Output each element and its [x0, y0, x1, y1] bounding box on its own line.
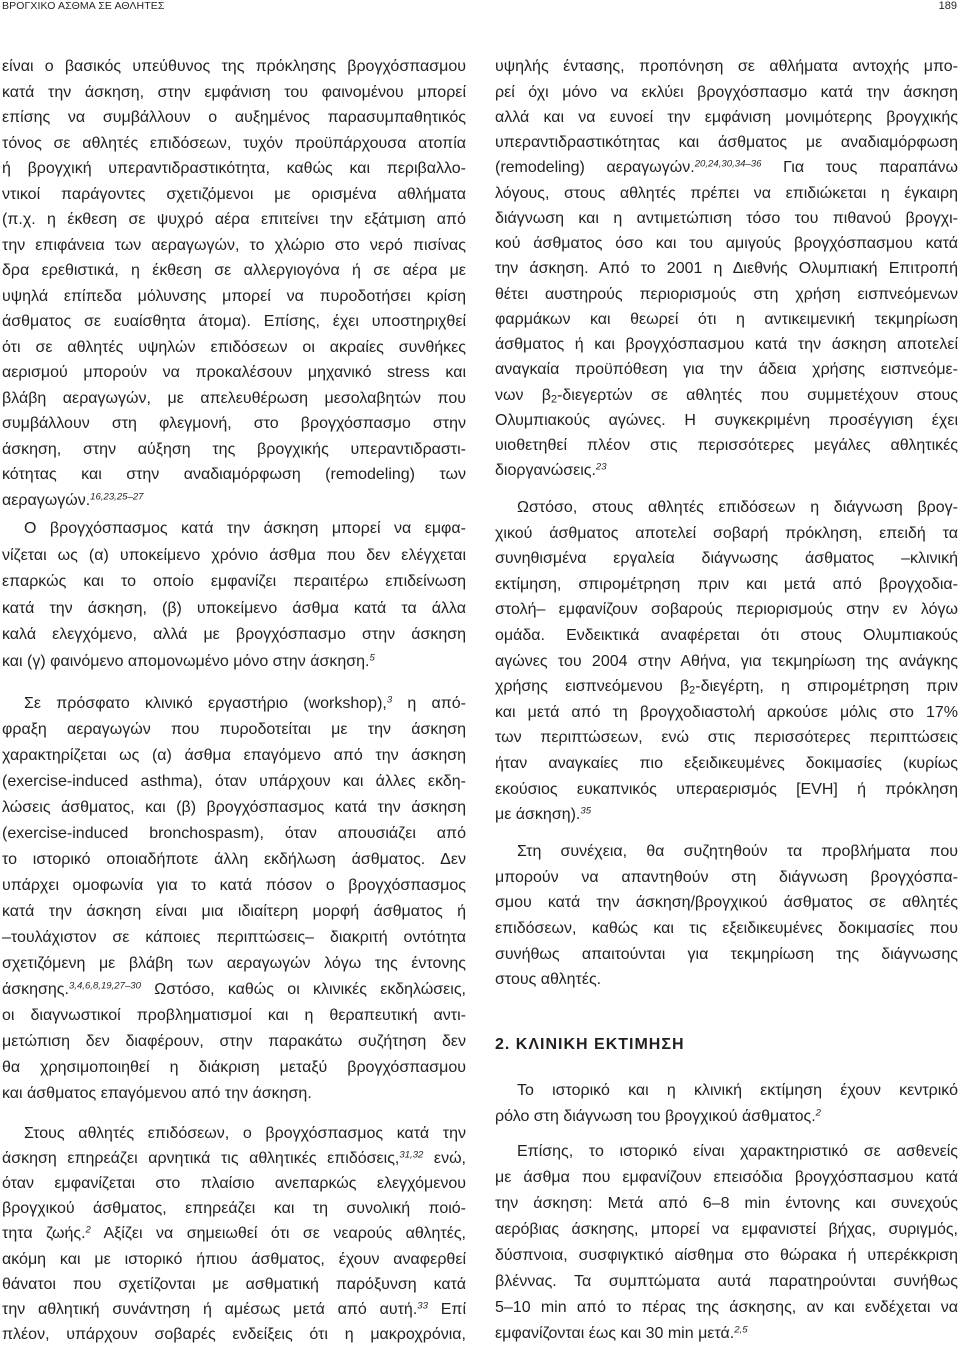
line-text: άσθματος ή και βρογχόσπασμου κατά την άσκηση αποτελεί — [495, 336, 958, 354]
text-line — [495, 1139, 958, 1165]
running-head: ΒΡΟΓΧΙΚΟ ΑΣΘΜΑ ΣΕ ΑΘΛΗΤΕΣ — [2, 0, 165, 12]
text-line — [495, 256, 958, 281]
text-line — [2, 1297, 466, 1322]
text-line — [495, 725, 958, 751]
line-text: ή βρογχική υπεραντιδραστικότητα, καθώς και περιβαλλο- — [2, 160, 466, 177]
text-line — [2, 335, 466, 361]
citation-superscript: 5 — [369, 651, 375, 663]
text-line — [2, 691, 466, 717]
line-text: υιοθετηθεί πλέον στις περισσότερες μεγάλες αθλητικές — [495, 437, 958, 455]
line-text: η από- — [392, 695, 467, 712]
line-text: την επιφάνεια των αεραγωγών, το χλώριο στο νερό πισίνας — [2, 236, 466, 254]
line-text: υψηλής έντασης, προπόνηση σε αθλήματα αντοχής μπο- — [495, 58, 958, 76]
text-line — [2, 649, 466, 676]
line-text: Ωστόσο, καθώς οι κλινικές εκδηλώσεις, — [140, 981, 466, 998]
line-text: Σε πρόσφατο κλινικό εργαστήριο (workshop), — [24, 695, 387, 712]
line-text: βλέννας. Τα συμπτώματα αυτά παρατηρούνται συνήθως — [495, 1273, 958, 1290]
line-text: άσθματος σε ευαίσθητα άτομα). Επίσης, έχει υποστηριχθεί — [2, 313, 466, 330]
text-line — [2, 769, 466, 795]
line-text: μετώπιση δεν διαφέρουν, στην παρακάτω συζήτηση δεν — [2, 1033, 466, 1050]
line-text: υψηλά επίπεδα μόλυνσης μπορεί να πυροδοτήσει κρίση — [2, 287, 466, 305]
line-text: χαρακτηρίζεται ως (α) άσθμα επαγόμενο από την άσκηση — [2, 747, 466, 764]
text-line — [2, 360, 466, 386]
line-text: ενώ, — [423, 1149, 467, 1167]
line-text: είναι ο βασικός υπεύθυνος της πρόκλησης βρογχόσπασμου — [2, 58, 466, 75]
text-line — [495, 839, 958, 865]
text-line — [2, 717, 466, 743]
line-text: και μετά από τη βρογχοδιαστολή αρκούσε μόλις στο 17% — [495, 703, 958, 721]
line-text: ντικοί παράγοντες σχετιζόμενοι με ορισμένα αθλήματα — [2, 185, 466, 203]
text-line — [495, 282, 958, 307]
text-line — [2, 258, 466, 284]
line-text: αναγκαία προϋπόθεση για την άδεια χρήσης εισπνεόμε- — [495, 361, 958, 379]
subscript: 2 — [551, 393, 558, 406]
line-text: βρογχικού άσθματος, επηρεάζει και τη συνολική ποιό- — [2, 1200, 466, 1218]
citation-superscript: 20,24,30,34–36 — [694, 158, 762, 170]
paragraph — [495, 1078, 958, 1130]
text-line — [495, 1217, 958, 1243]
line-text: όταν εμφανίζεται στο πλαίσιο ανεπαρκώς ελεγχόμενου — [2, 1174, 466, 1192]
line-text: πλέον, υπάρχουν σοβαρές ενδείξεις ότι η μακροχρόνια, — [2, 1326, 466, 1344]
line-text: συμβάλλουν στη φλεγμονή, στο βρογχόσπασμο στην — [2, 415, 466, 432]
line-text: καλά ελεγχόμενο, αλλά με βρογχόσπασμο στην άσκηση — [2, 626, 466, 643]
text-line — [495, 105, 958, 130]
text-line — [2, 596, 466, 623]
citation-superscript: 2,5 — [734, 1324, 748, 1336]
text-line — [495, 521, 958, 547]
line-text: -διεγέρτη, η σπιρομέτρηση πριν — [695, 678, 959, 696]
line-text: συνηθισμένα εργαλεία διάγνωσης άσθματος –κλινική — [495, 550, 958, 568]
text-line — [495, 572, 958, 598]
line-text: Στους αθλητές επιδόσεων, ο βρογχόσπασμος κατά την — [24, 1124, 466, 1142]
text-line — [495, 458, 958, 483]
text-line — [2, 743, 466, 769]
line-text: αερόβιας άσκησης, μπορεί να εμφανιστεί βήχας, συριγμός, — [495, 1221, 958, 1238]
text-line — [2, 156, 466, 182]
line-text: Αξίζει να σημειωθεί ότι σε νεαρούς αθλητές, — [90, 1225, 467, 1243]
text-line — [495, 357, 958, 382]
text-line — [2, 1171, 466, 1196]
text-line — [2, 1221, 466, 1246]
citation-superscript: 2 — [815, 1107, 821, 1119]
line-text: την άσκηση. Από το 2001 η Διεθνής Ολυμπιακή Επιτροπή — [495, 260, 958, 278]
line-text: δύσπνοια, συσφιγκτικό αίσθημα στο θώρακα ή υπερέκκριση — [495, 1247, 958, 1264]
text-line — [495, 777, 958, 803]
text-line — [495, 700, 958, 726]
line-text: ήταν αναγκαίες πιο εξειδικευμένες δοκιμασίες (κυρίως — [495, 754, 958, 772]
text-line — [2, 80, 466, 106]
section-heading: 2. ΚΛΙΝΙΚΗ ΕΚΤΙΜΗΣΗ — [495, 1036, 685, 1053]
text-line — [2, 1196, 466, 1221]
line-text: ακόμη και με ιστορικό ήπιου άσθματος, έχουν αναφερθεί — [2, 1250, 466, 1268]
line-text: θέτει αυστηρούς περιορισμούς στη χρήση εισπνεόμενων — [495, 285, 958, 303]
citation-superscript: 16,23,25–27 — [90, 490, 144, 502]
paragraph — [495, 54, 958, 483]
text-line — [2, 386, 466, 412]
text-line — [495, 942, 958, 968]
line-text: συνήθως απαιτούνται για τεκμηρίωση της διάγνωσης — [495, 945, 958, 963]
line-text: κού άσθματος όσο και του αμιγούς βρογχόσπασμου κατά — [495, 235, 958, 253]
line-text: Ο βρογχόσπασμος κατά την άσκηση μπορεί να εμφα- — [24, 520, 466, 537]
citation-superscript: 33 — [417, 1300, 428, 1312]
text-line — [2, 233, 466, 259]
citation-superscript: 3,4,6,8,19,27–30 — [68, 980, 141, 992]
line-text: φαρμάκων και θεωρεί ότι η αντικειμενική τεκμηρίωση — [495, 310, 958, 328]
text-line — [2, 131, 466, 157]
line-text: θάνατοι που σχετίζονται με ασθματική παρόξυνση κατά — [2, 1275, 466, 1293]
line-text: εκτίμηση, σπιρομέτρηση πριν και μετά από βρογχοδια- — [495, 575, 958, 593]
text-line — [495, 890, 958, 916]
line-text: άσκησης. — [2, 981, 69, 998]
line-text: Το ιστορικό και η κλινική εκτίμηση έχουν κεντρικό — [517, 1082, 958, 1099]
text-line — [495, 1321, 958, 1347]
text-line — [495, 80, 958, 105]
text-line — [495, 865, 958, 891]
line-text: κατά την άσκηση είναι μια ιδιαίτερη μορφή άσθματος ή — [2, 903, 466, 920]
line-text: οι διαγνωστικοί προβληματισμοί και η θεραπευτική αντι- — [2, 1007, 466, 1024]
line-text: Ωστόσο, στους αθλητές επιδόσεων η διάγνωση βρογ- — [517, 499, 958, 516]
citation-superscript: 23 — [595, 461, 607, 473]
text-line — [2, 951, 466, 977]
text-line — [2, 284, 466, 310]
text-line — [495, 155, 958, 180]
line-text: των περιπτώσεων, ενώ στις περισσότερες περιπτώσεις — [495, 729, 958, 747]
line-text: ρόλο στη διάγνωση του βρογχικού άσθματος. — [495, 1108, 816, 1125]
line-text: λώσεις άσθματος, και (β) βρογχόσπασμος κατά την άσκηση — [2, 799, 466, 816]
text-line — [495, 433, 958, 458]
text-line — [495, 231, 958, 256]
text-line — [495, 383, 958, 408]
line-text: με άσθμα που εμφανίζουν επεισόδια βρογχόσπασμου κατά — [495, 1169, 958, 1186]
line-text: Επίσης, το ιστορικό είναι χαρακτηριστικό σε ασθενείς — [517, 1143, 958, 1160]
line-text: υπάρχει ομοφωνία για το κατά πόσον ο βρογχόσπασμος — [2, 877, 466, 894]
line-text: επαρκώς και το οποίο εμφανίζει περαιτέρω επιδείνωση — [2, 573, 466, 590]
text-line — [2, 309, 466, 335]
text-line — [495, 1104, 958, 1130]
citation-superscript: 35 — [580, 805, 592, 817]
line-text: Στη συνέχεια, θα συζητηθούν τα προβλήματα που — [517, 843, 958, 861]
text-line — [495, 332, 958, 357]
paragraph — [2, 54, 466, 513]
line-text: νίζεται ως (α) υποκείμενο χρόνιο άσθμα που δεν ελέγχεται — [2, 546, 466, 564]
line-text: και (γ) φαινόμενο απομονωμένο μόνο στην άσκηση. — [2, 652, 370, 670]
text-line — [2, 1081, 466, 1107]
line-text: χρήσης εισπνεόμενου β — [495, 678, 690, 696]
text-line — [2, 488, 466, 514]
text-line — [2, 411, 466, 437]
line-text: χικού άσθματος αποτελεί σοβαρή πρόκληση, επειδή τα — [495, 524, 958, 542]
text-line — [495, 649, 958, 675]
text-line — [495, 916, 958, 942]
text-line — [495, 495, 958, 521]
citation-superscript: 2 — [85, 1224, 91, 1236]
text-line — [495, 206, 958, 231]
text-line — [2, 1146, 466, 1171]
line-text: βλάβη αεραγωγών, με απελευθέρωση μεσολαβητών που — [2, 389, 466, 407]
line-text: (remodeling) αεραγωγών. — [495, 159, 695, 177]
text-line — [2, 1247, 466, 1272]
text-line — [2, 1055, 466, 1081]
line-text: ομάδα. Ενδεικτικά αναφέρεται ότι στους Ολυμπιακούς — [495, 626, 958, 644]
line-text: επιδόσεων, καθώς και τις εξειδικευμένες δοκιμασίες που — [495, 919, 958, 937]
text-line — [495, 967, 958, 993]
text-line — [2, 516, 466, 543]
text-line — [2, 1322, 466, 1347]
text-line — [495, 1295, 958, 1321]
line-text: την άσκηση: Μετά από 6–8 min έντονης και συνεχούς — [495, 1195, 958, 1212]
citation-superscript: 3 — [386, 694, 393, 706]
text-line — [495, 597, 958, 623]
text-line — [495, 181, 958, 206]
text-line — [2, 1003, 466, 1029]
line-text: άσκηση, στην αύξηση της βρογχικής υπεραντιδραστι- — [2, 440, 466, 458]
text-line — [2, 847, 466, 873]
line-text: αγώνες του 2004 στην Αθήνα, για τεκμηρίωση της ανάγκης — [495, 652, 958, 670]
text-line — [2, 795, 466, 821]
line-text: άσκηση επηρεάζει αρνητικά τις αθλητικές επιδόσεις, — [2, 1149, 400, 1167]
line-text: αεραγωγών. — [2, 491, 91, 509]
text-line — [2, 1121, 466, 1146]
text-line — [2, 622, 466, 649]
line-text: λόγους, στους αθλητές πρέπει να επιδιώκεται η έγκαιρη — [495, 184, 958, 202]
line-text: την αθλητική συνάντηση ή αμέσως μετά από αυτή. — [2, 1300, 418, 1318]
line-text: σχετιζόμενη με βλάβη των αεραγωγών λόγω της έντονης — [2, 955, 466, 972]
line-text: (exercise-induced bronchospasm), όταν απουσιάζει από — [2, 825, 466, 842]
line-text: θα χρησιμοποιηθεί η διάκριση μεταξύ βρογχόσπασμου — [2, 1059, 466, 1076]
paragraph — [495, 1139, 958, 1347]
text-line — [2, 821, 466, 847]
text-line — [495, 751, 958, 777]
subscript: 2 — [689, 684, 696, 697]
text-line — [495, 54, 958, 79]
text-line — [495, 623, 958, 649]
paragraph — [495, 839, 958, 993]
text-line — [495, 1243, 958, 1269]
paragraph — [2, 516, 466, 675]
line-text: φραξη αεραγωγών που πυροδοτείται με την άσκηση — [2, 721, 466, 738]
text-line — [495, 802, 958, 828]
line-text: κότητας και στην αναδιαμόρφωση (remodeling) των — [2, 466, 466, 483]
paragraph — [2, 1121, 466, 1348]
text-line — [495, 1269, 958, 1295]
line-text: με άσκηση). — [495, 806, 581, 824]
line-text: και άσθματος επαγόμενου από την άσκηση. — [2, 1085, 312, 1102]
line-text: Επί — [427, 1300, 466, 1318]
line-text: Για τους παραπάνω — [761, 159, 958, 177]
text-line — [495, 307, 958, 332]
text-line — [495, 546, 958, 572]
text-line — [2, 54, 466, 80]
left-column — [2, 0, 466, 1349]
line-text: αλλά και να ευνοεί την εμφάνιση μονιμότερης βρογχικής — [495, 108, 958, 126]
text-line — [2, 182, 466, 208]
line-text: Ολυμπιακούς αγώνες. Η συγκεκριμένη προσέγγιση έχει — [495, 411, 958, 429]
line-text: στους αθλητές. — [495, 971, 602, 989]
line-text: κατά την άσκηση, στην εμφάνιση του φαινομένου μπορεί — [2, 83, 466, 101]
line-text: διοργανώσεις. — [495, 462, 596, 480]
text-line — [2, 899, 466, 925]
citation-superscript: 31,32 — [399, 1148, 424, 1160]
line-text: ότι σε αθλητές υψηλών επιδόσεων οι ακραίες συνθήκες — [2, 338, 466, 356]
line-text: τόνος σε αθλητές επιδόσεων, τυχόν προϋπάρχουσα ατοπία — [2, 134, 466, 152]
line-text: το ιστορικό οποιαδήποτε άλλη εκδήλωση άσθματος. Δεν — [2, 851, 466, 868]
line-text: νων β — [495, 386, 551, 404]
line-text: μπορούν να απαντηθούν στη διάγνωση βρογχόσπα- — [495, 868, 958, 886]
line-text: αερισμού μπορούν να προκαλέσουν μηχανικό stress και — [2, 364, 466, 381]
text-line — [2, 543, 466, 570]
line-text: δρα ερεθιστικά, η έκθεση σε αλλεργιογόνα ή σε αέρα με — [2, 262, 466, 279]
text-line — [495, 1078, 958, 1104]
text-line — [2, 977, 466, 1003]
text-line — [2, 437, 466, 463]
line-text: –τουλάχιστον σε κάποιες περιπτώσεις– διακριτή οντότητα — [2, 929, 466, 946]
text-line — [2, 925, 466, 951]
line-text: (π.χ. η έκθεση σε ψυχρό αέρα επιτείνει την εξάτμιση από — [2, 211, 466, 228]
text-line — [495, 130, 958, 155]
text-line — [2, 569, 466, 596]
text-line — [2, 105, 466, 131]
line-text: εμφανίζονται έως και 30 min μετά. — [495, 1325, 735, 1342]
line-text: -διεγερτών σε αθλητές που συμμετέχουν στους — [557, 386, 959, 404]
line-text: ρεί όχι μόνο να εκλύει βρογχόσπασμο κατά την άσκηση — [495, 83, 958, 101]
text-line — [495, 1165, 958, 1191]
line-text: επίσης να συμβάλλουν ο αυξημένος παρασυμπαθητικός — [2, 109, 466, 126]
text-line — [2, 1029, 466, 1055]
right-column — [495, 0, 958, 1349]
text-line — [2, 1272, 466, 1297]
line-text: (exercise-induced asthma), όταν υπάρχουν και άλλες εκδη- — [2, 773, 466, 790]
line-text: 5–10 min από το πέρας της άσκησης, αν και ενδέχεται να — [495, 1299, 958, 1316]
line-text: σμου κατά την άσκηση/βρογχικού άσθματος σε αθλητές — [495, 894, 958, 912]
text-line — [2, 462, 466, 488]
line-text: εκούσιος ευκαπνικός υπεραερισμός [EVH] ή πρόκληση — [495, 780, 958, 798]
line-text: κατά την άσκηση, (β) υποκείμενο άσθμα κατά τα άλλα — [2, 599, 466, 617]
page-number: 189 — [938, 0, 957, 12]
line-text: τητα ζωής. — [2, 1225, 86, 1243]
text-line — [495, 408, 958, 433]
text-line — [2, 873, 466, 899]
line-text: διάγνωση και η αντιμετώπιση τόσο του πιθανού βρογχι- — [495, 209, 958, 227]
paragraph — [495, 495, 958, 828]
paragraph — [2, 691, 466, 1107]
line-text: υπεραντιδραστικότητας και άσθματος με αναδιαμόρφωση — [495, 134, 958, 152]
text-line — [495, 674, 958, 700]
line-text: στολή– εμφανίζουν σοβαρούς περιορισμούς στην εν λόγω — [495, 601, 958, 619]
text-line — [2, 207, 466, 233]
text-line — [495, 1191, 958, 1217]
